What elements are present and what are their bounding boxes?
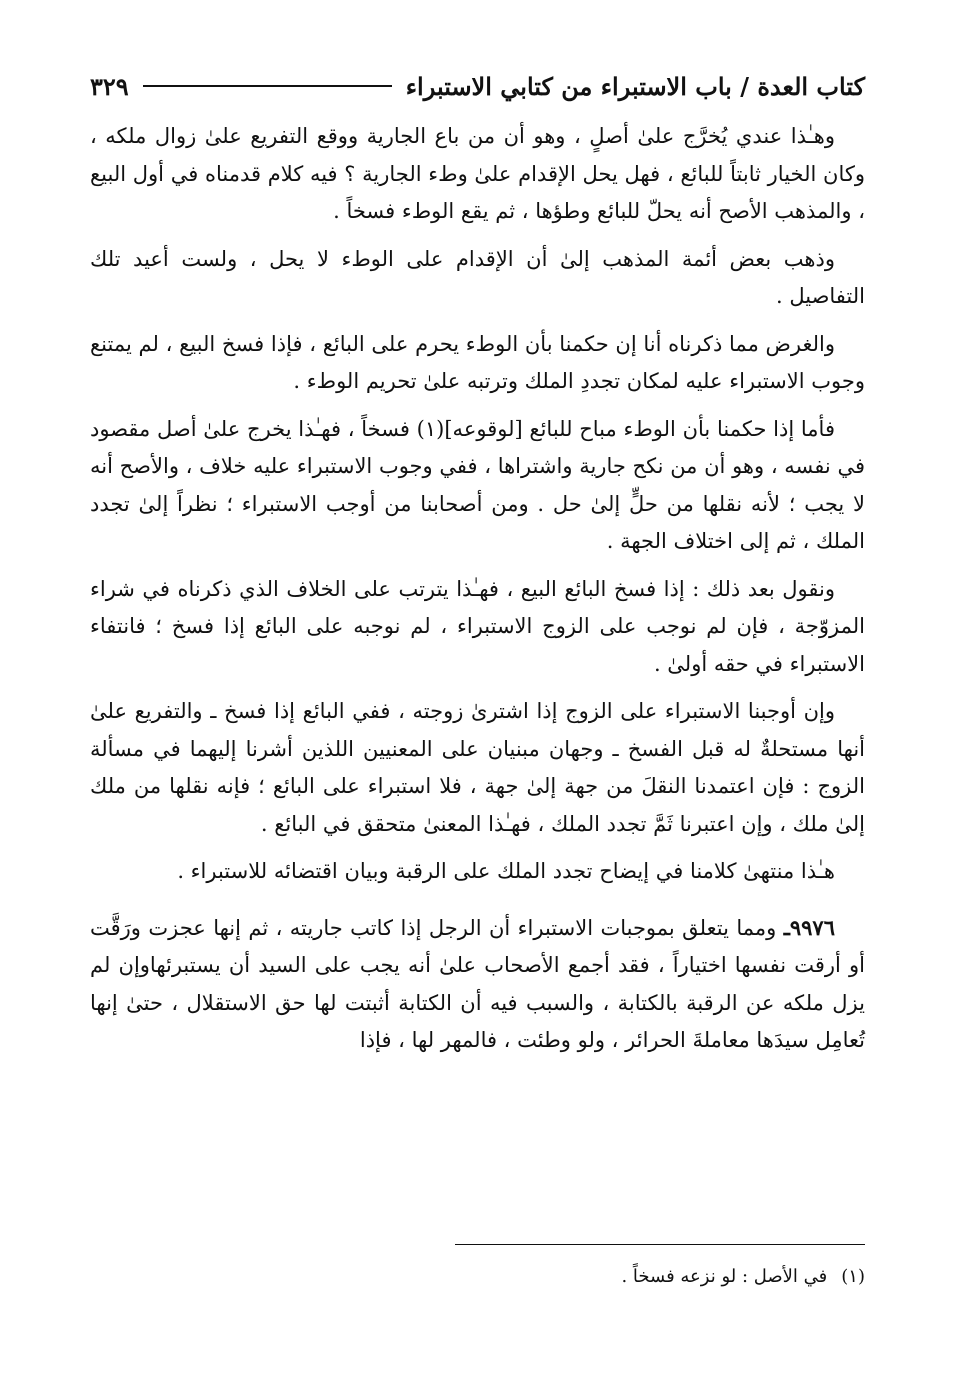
numbered-paragraph-text: ومما يتعلق بموجبات الاستبراء أن الرجل إذا كاتب جاريته ، ثم إنها عجزت ورَقَّت أو أرقت نفسها اختياراً ، فقد أجمع الأصحاب علىٰ أنه يجب على السيد أن يستبرئهاوإن لم يزل ملكه عن الرقبة بالكتابة ، والسبب فيه أن الكتابة أثبتت لها حق الاستقلال ، حتىٰ إنها تُعامِل سيدَها معاملةَ الحرائر ، ولو وطئت ، فالمهر لها ، فإذا (90, 915, 865, 1052)
paragraph-5: ونقول بعد ذلك : إذا فسخ البائع البيع ، فهـٰذا يترتب على الخلاف الذي ذكرناه في شراء المزوّجة ، فإن لم نوجب على الزوج الاستبراء ، لم نوجبه على البائع إذا فسخ ؛ فانتفاء الاستبراء في حقه أولىٰ . (90, 576, 865, 676)
footnote (90, 1262, 865, 1292)
paragraph-7: هـٰذا منتهىٰ كلامنا في إيضاح تجدد الملك على الرقبة وبيان اقتضائه للاستبراء . (177, 859, 835, 883)
footnote-number: (١) (841, 1266, 865, 1287)
paragraph-3: والغرض مما ذكرناه أنا إن حكمنا بأن الوطء يحرم على البائع ، فإذا فسخ البيع ، لم يمتنع وجوب الاستبراء عليه لمكان تجددِ الملك وترتبه علىٰ تحريم الوطء . (90, 331, 865, 393)
paragraph-4: فأما إذا حكمنا بأن الوطء مباح للبائع [لوقوعه](١) فسخاً ، فهـٰذا يخرج علىٰ أصل مقصود في نفسه ، وهو أن من نكح جارية واشتراها ، ففي وجوب الاستبراء عليه خلاف ، والأصح أنه لا يجب ؛ لأنه نقلها من حلٍّ إلىٰ حل . ومن أصحابنا من أوجب الاستبراء ؛ نظراً إلىٰ تجدد الملك ، ثم إلى اختلاف الجهة . (90, 416, 865, 553)
page-number: ٣٢٩ (90, 71, 129, 101)
paragraph-6: وإن أوجبنا الاستبراء على الزوج إذا اشترىٰ زوجته ، ففي البائع إذا فسخ ـ والتفريع علىٰ أنها مستحلةٌ له قبل الفسخ ـ وجهان مبنيان على المعنيين اللذين أشرنا إليهما في مسألة الزوج : فإن اعتمدنا النقلَ من جهة إلىٰ جهة ، فلا استبراء على البائع ؛ فإنه نقلها من ملك إلىٰ ملك ، وإن اعتبرنا ثَمَّ تجدد الملك ، فهـٰذا المعنىٰ متحقق في البائع . (90, 699, 865, 836)
main-text (90, 118, 865, 1070)
footnote-text: في الأصل : لو نزعه فسخاً . (621, 1266, 828, 1287)
header-rule (143, 85, 392, 87)
header-title: كتاب العدة / باب الاستبراء من كتابي الاستبراء (405, 71, 865, 101)
running-header (90, 66, 865, 106)
paragraph-1: وهـٰذا عندي يُخرَّج علىٰ أصلٍ ، وهو أن من باع الجارية ووقع التفريع علىٰ زوال ملكه ، وكان الخيار ثابتاً للبائع ، فهل يحل الإقدام علىٰ وطء الجارية ؟ فيه كلام قدمناه في أول البيع ، والمذهب الأصح أنه يحلّ للبائع وطؤها ، ثم يقع الوطء فسخاً . (90, 124, 865, 223)
paragraph-number: ٩٩٧٦ـ (783, 914, 835, 940)
numbered-paragraph (90, 909, 865, 1060)
footnote-divider (455, 1244, 865, 1245)
paragraph-2: وذهب بعض أئمة المذهب إلىٰ أن الإقدام على الوطء لا يحل ، ولست أعيد تلك التفاصيل . (90, 246, 865, 308)
